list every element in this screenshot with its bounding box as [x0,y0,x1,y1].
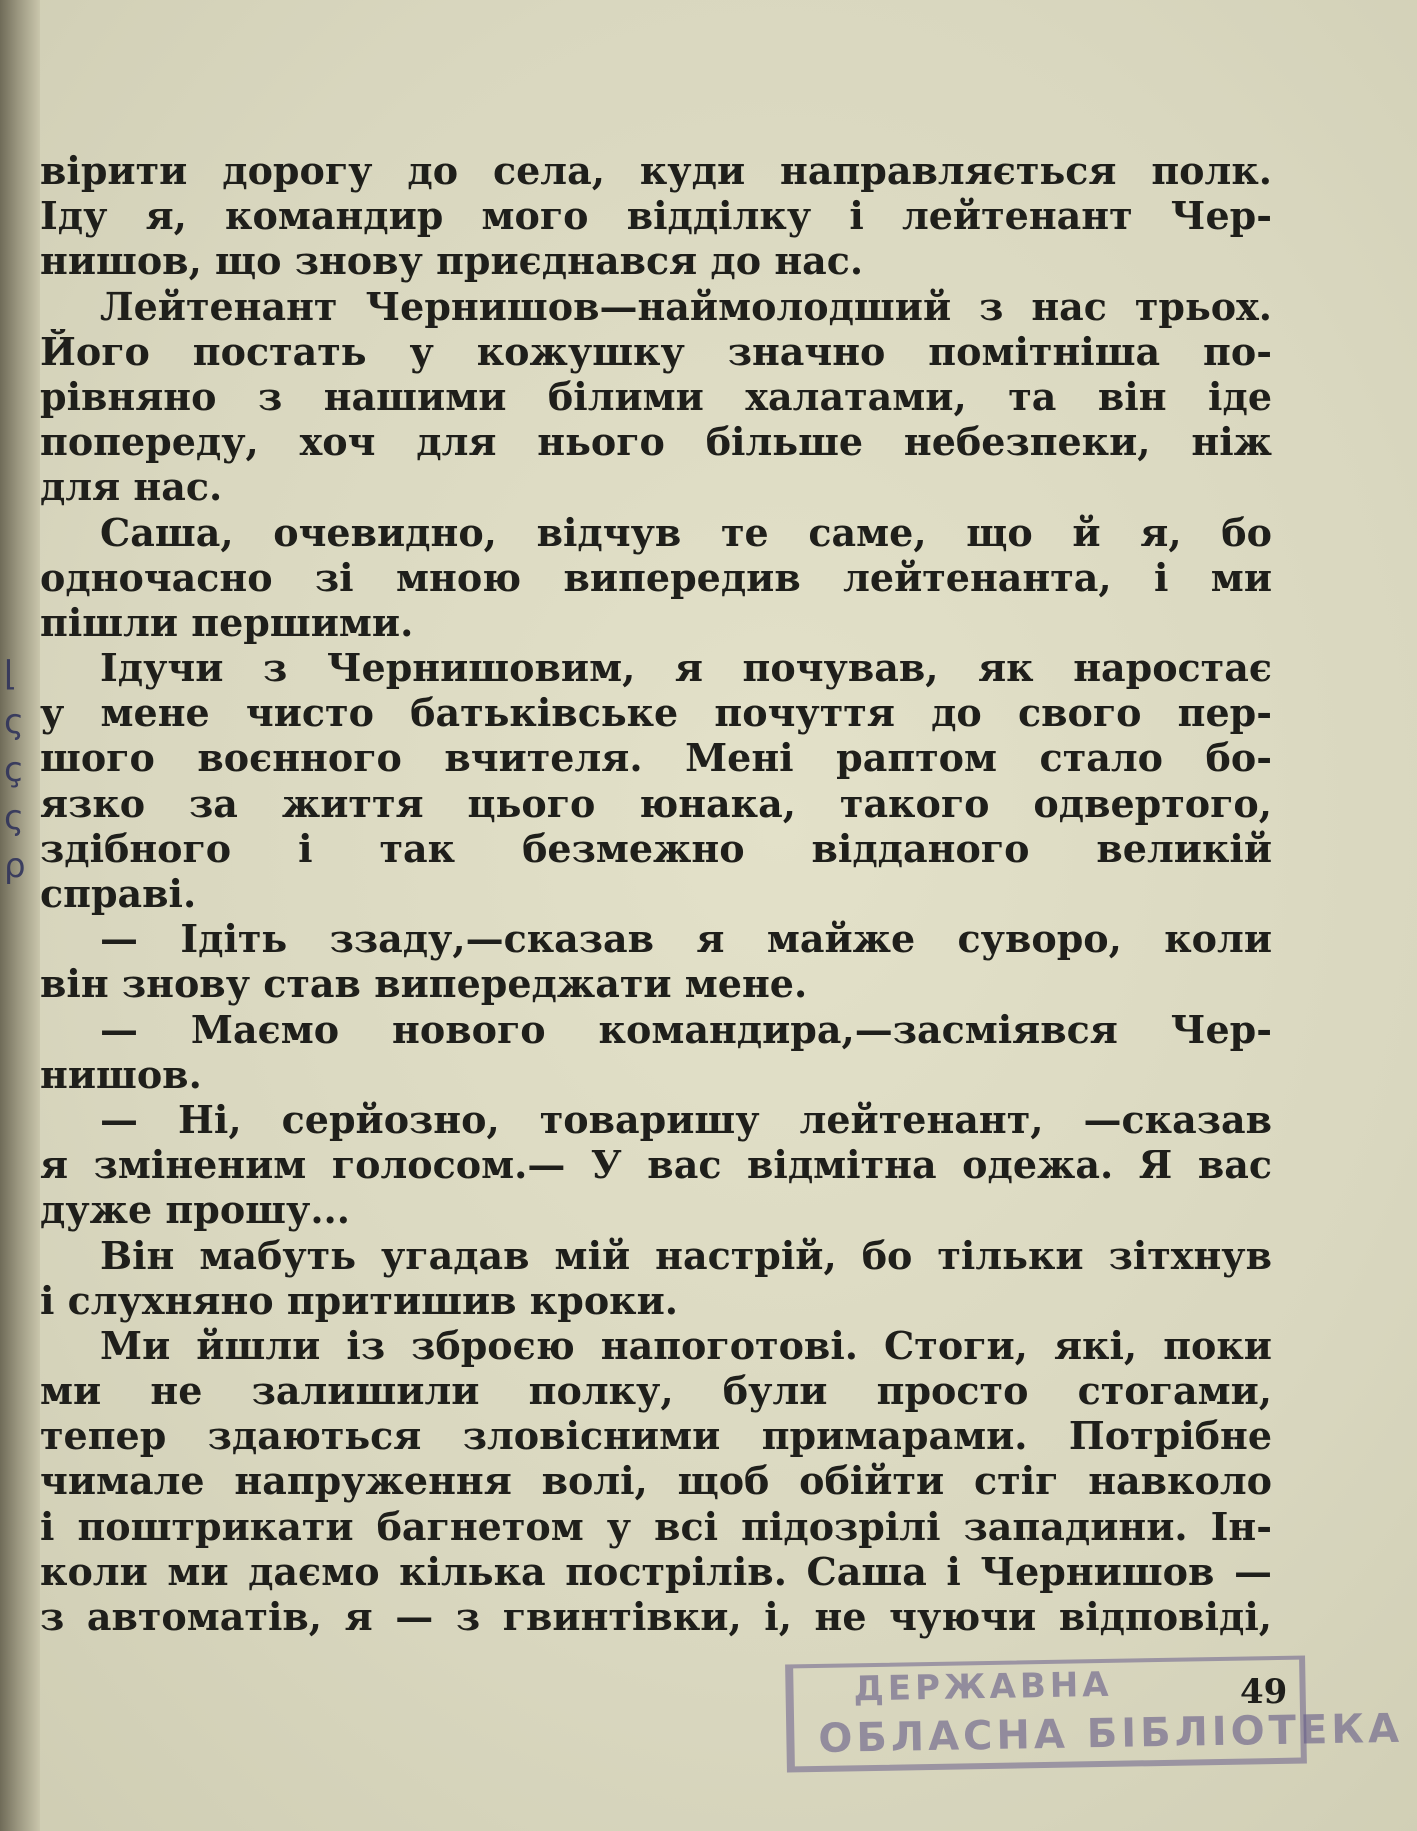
book-spine-shadow [0,0,40,1831]
text-line: Його постать у кожушку значно помітніша по- [40,328,1272,374]
stamp-line-2: ОБЛАСНА БІБЛІОТЕКА [817,1705,1404,1762]
page-number: 49 [1240,1672,1288,1712]
body-text [40,148,1272,1639]
text-line: попереду, хоч для нього більше небезпеки, ніж [40,419,1272,465]
text-line: для нас. [40,464,223,510]
text-line: тепер здаються зловісними примарами. Потрібне [40,1413,1272,1459]
text-line: коли ми даємо кілька пострілів. Саша і Чернишов — [40,1548,1272,1594]
text-line: Лейтенант Чернишов—наймолодший з нас трьох. [100,283,1272,329]
text-line: — Ні, серйозно, товаришу лейтенант, —сказав [100,1096,1272,1142]
text-line: він знову став випереджати мене. [40,961,808,1007]
text-line: справі. [40,871,197,916]
text-line: одночасно зі мною випередив лейтенанта, і ми [40,554,1272,600]
text-line: рівняно з нашими білими халатами, та він іде [40,373,1272,419]
text-line: Іду я, командир мого відділку і лейтенант Чер- [40,193,1272,239]
text-line: нишов. [40,1051,202,1097]
text-line: Ми йшли із зброєю напоготові. Стоги, які, поки [100,1322,1272,1368]
library-stamp [785,1655,1404,1772]
text-line: шого воєнного вчителя. Мені раптом стало бо- [40,735,1272,781]
text-line: і слухняно притишив кроки. [40,1277,679,1323]
text-line: Саша, очевидно, відчув те саме, що й я, бо [100,509,1272,555]
text-line: чимале напруження волі, щоб обійти стіг навколо [40,1458,1272,1504]
text-line: Він мабуть угадав мій настрій, бо тільки зітхнув [100,1232,1272,1278]
text-line: у мене чисто батьківське почуття до свого пер- [40,690,1272,736]
stamp-line-1: ДЕРЖАВНА [853,1664,1113,1710]
text-line: — Ідіть ззаду,—сказав я майже суворо, коли [100,916,1272,962]
text-line: здібного і так безмежно відданого великій [40,825,1272,871]
text-line: язко за життя цього юнака, такого одвертого, [40,780,1272,826]
text-line: і поштрикати багнетом у всі підозрілі западини. Ін- [40,1503,1272,1549]
text-line: Ідучи з Чернишовим, я почував, як наростає [100,645,1272,691]
text-line: дуже прошу... [40,1187,351,1233]
text-line: — Маємо нового командира,—засміявся Чер- [100,1006,1272,1052]
text-line: я зміненим голосом.— У вас відмітна одежа. Я вас [40,1142,1272,1188]
text-line: пішли першими. [40,599,414,645]
handwritten-margin-mark: ⌊ ς ç ς ρ [4,654,26,886]
text-line: ми не залишили полку, були просто стогами, [40,1368,1272,1414]
text-line: нишов, що знову приєднався до нас. [40,238,864,284]
text-line: вірити дорогу до села, куди направляється полк. [40,148,1272,193]
text-line: з автоматів, я — з гвинтівки, і, не чуючи відповіді, [40,1594,1272,1639]
